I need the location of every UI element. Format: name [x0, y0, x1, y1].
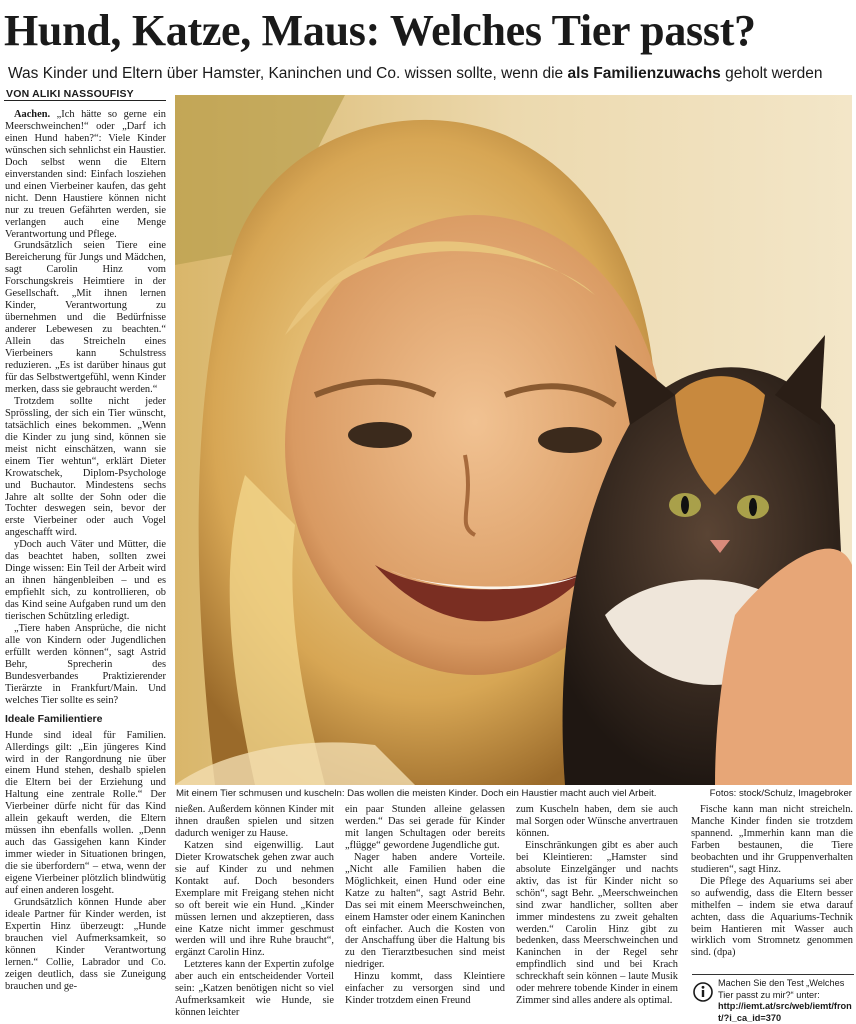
- subhead-bold: als Familienzuwachs: [567, 65, 721, 82]
- paragraph: [691, 876, 853, 960]
- photo-caption: Mit einem Tier schmusen und kuscheln: Das wollen die meisten Kinder. Doch ein Haustier macht auch viel Arbeit.: [176, 788, 657, 799]
- paragraph: [5, 396, 166, 539]
- info-icon: [693, 982, 713, 1002]
- paragraph-text: Grundsätzlich können Hunde aber ideale Partner für Kinder werden, ist Expertin Hinz überzeugt: „Hunde brauchen viel Aufmerksamkeit, so können Kinder Verantwortung lernen.“ Collie, Labrador und Co. zeigen deutlich, dass sie Zuneigung brauchen und ge-: [5, 896, 166, 992]
- article-column-1: [5, 109, 166, 1024]
- article-column-5: [691, 804, 853, 972]
- paragraph-text: Hinzu kommt, dass Kleintiere einfacher zu versorgen sind und Kinder trotzdem einen Freund: [345, 971, 505, 1007]
- paragraph-text: Fische kann man nicht streicheln. Manche Kinder finden sie trotzdem spannend. „Immerhin kann man die Farben bestaunen, die Tiere beobachten und ihr Gruppenverhalten studieren“, sagt Hinz.: [691, 804, 853, 875]
- paragraph: [516, 804, 678, 840]
- paragraph: [5, 897, 166, 993]
- paragraph-text: yDoch auch Väter und Mütter, die das beachtet haben, sollten zwei Dinge wissen: Ein Teil der Arbeit wird an ihnen hängenbleiben – und es empfiehlt sich, zu kontrollieren, ob das Kind seine Aufgaben rund um den tierischen Schützling erledigt.: [5, 539, 166, 623]
- article-column-3: [345, 804, 505, 1024]
- paragraph: [175, 804, 334, 840]
- paragraph-text: Trotzdem sollte nicht jeder Sprössling, der sich ein Tier wünscht, tatsächlich eines bekommen. „Wenn die Kinder zu jung sind, können sie meist nicht einschätzen, wann sie einem Tier wehtun“, erklärt Dieter Krowatschek, Diplom-Psychologe und Buchautor. Mindestens sechs Jahre alt sollte der Sohn oder die Tochter deswegen sein, bevor der erste Vierbeiner oder auch Vogel angeschafft wird.: [5, 395, 166, 539]
- paragraph: [691, 804, 853, 876]
- paragraph-text: Die Pflege des Aquariums sei aber so aufwendig, dass die Eltern besser mithelfen – indem sie etwa darauf achten, dass die Aquariums-Technik beim Hantieren mit Wasser auch wirklich vom Stromnetz genommen sind. (dpa): [691, 875, 853, 959]
- article-column-4: [516, 804, 678, 1024]
- byline: VON ALIKI NASSOUFISY: [6, 88, 134, 100]
- photo-credit: Fotos: stock/Schulz, Imagebroker: [709, 788, 852, 799]
- paragraph-text: nießen. Außerdem können Kinder mit ihnen draußen spielen und sitzen dadurch weniger zu Hause.: [175, 804, 334, 839]
- paragraph: [345, 852, 505, 972]
- photo-girl-with-kitten: [175, 95, 852, 785]
- info-box: [692, 974, 854, 1023]
- byline-rule: [4, 100, 166, 101]
- headline: Hund, Katze, Maus: Welches Tier passt?: [4, 6, 756, 55]
- paragraph-text: zum Kuscheln haben, dem sie auch mal Sorgen oder Wünsche anvertrauen können.: [516, 804, 678, 839]
- paragraph: [175, 840, 334, 960]
- paragraph-text: Hunde sind ideal für Familien. Allerdings gilt: „Ein jüngeres Kind wird in der Rangordnung nie über einem Hund stehen, deshalb spielen die Eltern bei der Erziehung und Haltung eine zentrale Rolle.“ Der Vierbeiner dürfe nicht für das Kind allein gekauft werden, die Eltern müssen ihn ebenfalls wollen. „Denn auch das Gassigehen kann Kinder immer wieder in Situationen bringen, die sie überfordern“ – etwa, wenn der eigene Vierbeiner plötzlich blindwütig auf einen anderen losgeht.: [5, 729, 166, 896]
- dateline: Aachen.: [14, 109, 51, 120]
- paragraph: [516, 840, 678, 1007]
- article-column-2: [175, 804, 334, 1024]
- paragraph: [5, 623, 166, 707]
- paragraph-text: Letzteres kann der Expertin zufolge aber auch ein entscheidender Vorteil sein: „Katzen benötigen nicht so viel Aufmerksamkeit wie Hunde, sie können leichter: [175, 959, 334, 1019]
- paragraph-text: Katzen sind eigenwillig. Laut Dieter Krowatschek gehen zwar auch sie auf Kinder zu und nehmen Kontakt auf. Doch besonders Exemplare mit Freigang stehen nicht so oft bereit wie ein Hund. „Kinder müssen lernen und akzeptieren, dass eine Katze nicht immer geschmust werden will und ihre Ruhe braucht“, ergänzt Carolin Hinz.: [175, 839, 334, 959]
- info-link[interactable]: http://iemt.at/src/web/iemt/front/?i_ca_id=370: [718, 1001, 852, 1023]
- paragraph-text: „Ich hätte so gerne ein Meerschweinchen!“ oder „Darf ich einen Hund haben?“: Viele Kinder wünschen sich sehnlichst ein Haustier. Doch selbst wenn die Eltern einverstanden sind: Einfach losziehen und einen Vierbeiner kaufen, das geht nicht. Denn Haustiere können nicht nur zu treuen Gefährten werden, sie verlangen auch eine Menge Verantwortung und Pflege.: [5, 109, 166, 240]
- paragraph: [5, 109, 166, 240]
- subheadline: [8, 64, 856, 84]
- paragraph-text: ein paar Stunden alleine gelassen werden.“ Das sei gerade für Kinder mit langen Schultagen oder bereits „flügge“ gewordene Jugendliche gut.: [345, 804, 505, 851]
- paragraph: [345, 971, 505, 1007]
- paragraph: [5, 730, 166, 897]
- section-heading: Ideale Familientiere: [5, 712, 103, 725]
- paragraph: [5, 240, 166, 395]
- paragraph-text: Grundsätzlich seien Tiere eine Bereicherung für Jungs und Mädchen, sagt Carolin Hinz vom Forschungskreis Heimtiere in der Gesellschaft. „Mit ihnen lernen Kinder, Verantwortung zu übernehmen und die Bedürfnisse anderer Lebewesen zu beachten.“ Allein das Streicheln eines Vierbeiners kann Schulstress reduzieren. „Es ist darüber hinaus gut für das Selbstwertgefühl, wenn Kinder merken, dass sie gebraucht werden.“: [5, 240, 166, 395]
- paragraph-text: Einschränkungen gibt es aber auch bei Kleintieren: „Hamster sind absolute Einzelgänger und nachts aktiv, das ist für Kinder nicht so schön“, sagt Behr. „Meerschweinchen sind zwar handlicher, sollten aber immer mindestens zu zweit gehalten werden.“ Carolin Hinz gibt zu bedenken, dass Meerschweinchen und Kaninchen in der Regel sehr empfindlich sind und bei Krach schreckhaft sein können – laute Musik oder mehrere tobende Kinder in einem Zimmer sind alles andere als optimal.: [516, 839, 678, 1007]
- paragraph-text: Nager haben andere Vorteile. „Nicht alle Familien haben die Möglichkeit, einen Hund oder eine Katze zu halten“, sagt Astrid Behr. Das sei mit einem Meerschweinchen, einem Hamster oder einem Kaninchen oft einfacher. Auch die Kosten von der Anschaffung über die Haltung bis zu den Tierarztbesuchen sind meist niedriger.: [345, 851, 505, 971]
- subhead-text-end: geholt werden: [725, 65, 823, 82]
- paragraph: [175, 959, 334, 1019]
- paragraph-text: „Tiere haben Ansprüche, die nicht alle von Kindern oder Jugendlichen erfüllt werden können“, sagt Astrid Behr, Sprecherin des Bundesverbandes Praktizierender Tierärzte in Frankfurt/Main. Und welches Tier sollte es sein?: [5, 622, 166, 706]
- paragraph: [5, 539, 166, 623]
- subhead-text: Was Kinder und Eltern über Hamster, Kaninchen und Co. wissen sollte, wenn die: [8, 65, 564, 82]
- info-text: Machen Sie den Test „Welches Tier passt zu mir?“ unter:: [718, 978, 845, 1000]
- paragraph: [345, 804, 505, 852]
